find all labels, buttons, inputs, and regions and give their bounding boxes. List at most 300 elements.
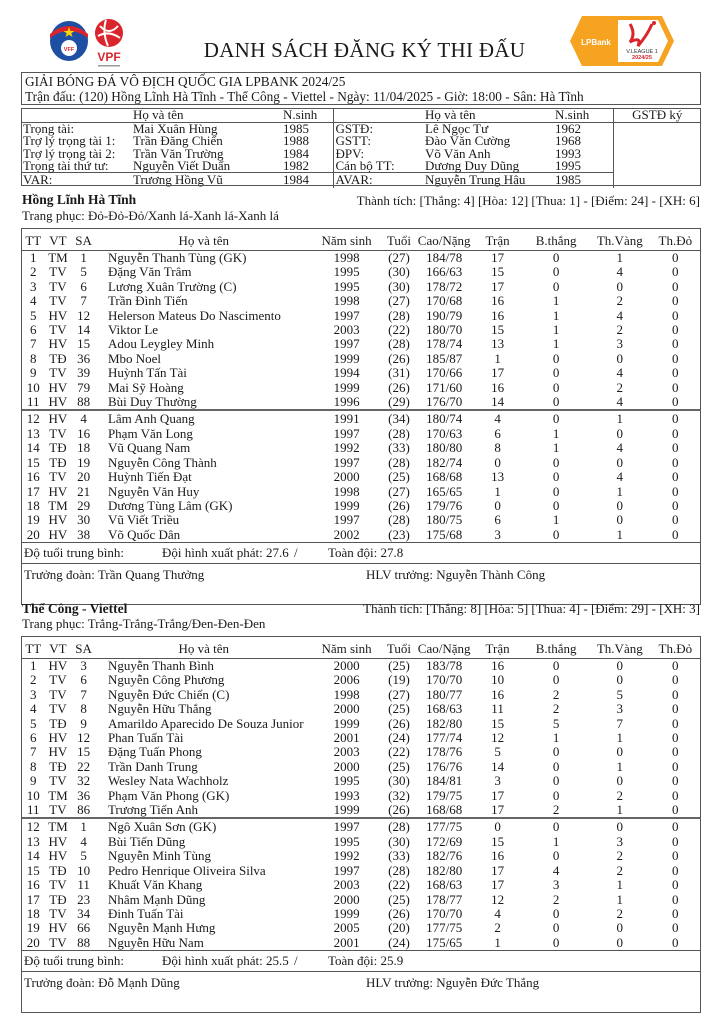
player-age: (30) [388,278,410,294]
player-position: TV [49,773,67,789]
player-goals: 0 [552,526,560,542]
player-age: (26) [388,379,410,395]
player-number: 36 [77,787,91,803]
player-name: Khuất Văn Khang [107,877,203,893]
table-row [22,381,700,395]
average-age-row [22,542,700,563]
player-goals: 0 [552,744,560,760]
player-matches: 1 [494,350,501,366]
player-height-weight: 179/76 [426,497,463,513]
official-birth: 1988 [283,133,309,149]
player-goals: 1 [552,322,560,338]
player-age: (26) [388,905,410,921]
player-age: (28) [388,307,410,323]
official-name: Trần Văn Trường [133,145,224,161]
player-position: TV [49,672,67,688]
player-tt: 7 [30,744,37,760]
official-name: Dương Duy Dũng [425,157,520,173]
player-birth-year: 1998 [333,483,360,499]
average-age-row [22,950,700,971]
player-yellow-cards: 1 [616,526,624,542]
player-position: HV [48,411,68,427]
col-height-weight: Cao/Nặng [416,229,471,251]
player-height-weight: 176/76 [426,758,463,774]
col-red: Th.Đỏ [651,637,700,659]
table-row [22,688,700,702]
player-yellow-cards: 2 [616,862,624,878]
player-yellow-cards: 2 [616,787,624,803]
player-name: Đặng Văn Trâm [107,264,192,280]
player-goals: 0 [552,905,560,921]
table-row [22,309,700,323]
player-position: TV [49,425,67,441]
player-matches: 12 [491,891,505,907]
player-matches: 17 [491,278,505,294]
player-number: 8 [80,701,87,717]
official-birth: 1982 [283,157,309,173]
player-age: (19) [388,672,410,688]
head-coach: HLV trưởng: Nguyễn Thành Công [366,567,546,583]
svg-text:V.LEAGUE 1: V.LEAGUE 1 [626,49,658,55]
player-matches: 17 [491,877,505,893]
table-row [22,893,700,907]
official-role: AVAR: [333,173,423,189]
player-birth-year: 1997 [333,336,360,352]
player-position: TV [49,686,67,702]
player-yellow-cards: 3 [616,701,624,717]
table-row [22,907,700,921]
player-red-cards: 0 [672,497,679,513]
player-yellow-cards: 0 [616,819,624,835]
table-row [22,499,700,513]
avg-age-label: Độ tuổi trung bình: [24,953,125,969]
match-details: Trận đấu: (120) Hồng Lĩnh Hà Tĩnh - Thể Công - Viettel - Ngày: 11/04/2025 - Giờ: 18:00 - Sân: Hà Tĩnh [25,89,584,104]
player-age: (26) [388,715,410,731]
head-coach: HLV trưởng: Nguyễn Đức Thắng [366,975,540,991]
player-position: HV [48,658,68,673]
player-birth-year: 2000 [333,658,360,673]
table-row [22,789,700,803]
player-position: HV [48,512,68,528]
player-number: 6 [80,672,87,688]
away-squad-table [21,636,701,1013]
player-name: Nguyễn Hữu Thắng [107,701,212,717]
player-tt: 13 [26,425,40,441]
player-birth-year: 2000 [333,469,360,485]
player-birth-year: 1997 [333,862,360,878]
player-tt: 14 [26,440,40,456]
player-yellow-cards: 0 [616,512,624,528]
official-birth: 1984 [283,145,309,161]
official-name: Lê Ngọc Tư [425,121,489,136]
table-row [22,921,700,935]
officials-header-sign: GSTĐ ký [613,108,701,123]
player-red-cards: 0 [672,264,679,280]
player-number: 30 [77,512,91,528]
table-header-row [22,637,700,659]
player-height-weight: 178/74 [426,336,463,352]
player-height-weight: 168/63 [426,701,463,717]
player-goals: 0 [552,497,560,513]
player-tt: 4 [30,701,37,717]
player-birth-year: 2006 [333,672,360,688]
player-red-cards: 0 [672,905,679,921]
player-yellow-cards: 1 [616,411,624,427]
player-red-cards: 0 [651,803,700,818]
player-number: 3 [80,658,87,673]
player-name: Phạm Văn Phong (GK) [107,787,230,803]
table-row [22,410,700,426]
player-height-weight: 166/63 [426,264,463,280]
player-number: 4 [80,833,87,849]
player-height-weight: 180/74 [426,411,463,427]
player-matches: 15 [491,715,505,731]
player-position: HV [48,526,68,542]
player-name: Dương Tùng Lâm (GK) [107,497,233,513]
official-name: Nguyễn Viết Duẩn [133,157,231,173]
player-matches: 13 [491,336,505,352]
avg-separator: / [294,545,298,561]
player-birth-year: 2001 [333,934,360,950]
player-height-weight: 170/68 [426,293,463,309]
player-height-weight: 177/75 [426,920,463,936]
player-age: (28) [388,425,410,441]
col-red: Th.Đỏ [651,229,700,251]
player-tt: 9 [30,773,37,789]
player-red-cards: 0 [672,469,679,485]
player-matches: 16 [491,686,505,702]
player-age: (33) [388,848,410,864]
team-manager: Trưởng đoàn: Đỗ Mạnh Dũng [24,975,180,991]
player-number: 11 [77,877,90,893]
player-tt: 10 [26,379,40,395]
player-number: 5 [80,848,87,864]
avg-age-starting: Đội hình xuất phát: 27.6 [162,545,289,561]
player-height-weight: 185/87 [426,350,463,366]
player-red-cards: 0 [672,787,679,803]
player-number: 38 [77,526,91,542]
player-red-cards: 0 [672,365,679,381]
player-age: (27) [388,250,410,265]
player-name: Huỳnh Tấn Tài [107,365,187,381]
player-goals: 2 [552,701,560,717]
player-height-weight: 179/75 [426,787,463,803]
player-age: (26) [382,803,417,818]
player-position: TĐ [49,758,67,774]
table-row [22,745,700,759]
player-tt: 11 [22,395,45,410]
player-number: 32 [77,773,91,789]
col-name: Họ và tên [96,637,312,659]
player-name: Nguyễn Thanh Bình [107,658,214,673]
player-number: 19 [77,454,91,470]
player-position: HV [48,744,68,760]
player-number: 1 [80,250,87,265]
player-height-weight: 176/70 [416,395,471,410]
player-red-cards: 0 [672,862,679,878]
table-row [22,513,700,527]
col-matches: Trận [472,637,523,659]
player-goals: 1 [552,425,560,441]
player-birth-year: 1997 [333,425,360,441]
player-goals: 0 [552,483,560,499]
player-goals: 4 [552,862,560,878]
player-number: 29 [77,497,91,513]
official-birth: 1993 [555,145,581,161]
player-yellow-cards: 2 [616,379,624,395]
player-yellow-cards: 3 [616,833,624,849]
player-position: TV [49,293,67,309]
player-goals: 0 [552,365,560,381]
player-tt: 13 [26,833,40,849]
table-row [22,878,700,892]
official-role: Trọng tài: [23,121,75,136]
player-matches: 3 [494,773,501,789]
player-height-weight: 178/72 [426,278,463,294]
player-matches: 17 [472,803,523,818]
player-yellow-cards: 7 [616,715,624,731]
player-birth-year: 1997 [333,512,360,528]
player-red-cards: 0 [672,440,679,456]
player-number: 16 [77,425,91,441]
player-red-cards: 0 [672,934,679,950]
player-age: (28) [388,512,410,528]
player-matches: 0 [494,497,501,513]
player-height-weight: 184/78 [426,250,463,265]
team-record-away: Thành tích: [Thắng: 8] [Hòa: 5] [Thua: 4] - [Điểm: 29] - [XH: 3] [363,601,700,616]
player-red-cards: 0 [672,701,679,717]
player-number: 18 [77,440,91,456]
table-row [22,864,700,878]
player-matches: 4 [494,411,501,427]
player-height-weight: 172/69 [426,833,463,849]
player-position: HV [45,395,72,410]
player-age: (27) [388,293,410,309]
player-age: (26) [388,350,410,366]
player-position: HV [48,848,68,864]
player-age: (25) [388,469,410,485]
player-height-weight: 168/68 [426,469,463,485]
player-height-weight: 180/75 [426,512,463,528]
player-height-weight: 177/75 [426,819,463,835]
table-row [22,395,700,410]
player-red-cards: 0 [672,773,679,789]
player-red-cards: 0 [672,672,679,688]
player-red-cards: 0 [672,744,679,760]
col-age: Tuổi [382,637,417,659]
player-tt: 19 [26,920,40,936]
player-number: 7 [80,293,87,309]
player-goals: 0 [552,920,560,936]
player-matches: 16 [491,293,505,309]
team-manager: Trưởng đoàn: Trần Quang Thưởng [24,567,205,583]
player-matches: 16 [491,848,505,864]
player-matches: 0 [494,454,501,470]
player-tt: 18 [26,905,40,921]
player-name: Adou Leygley Minh [107,336,215,352]
official-row [21,173,701,189]
player-yellow-cards: 2 [616,322,624,338]
official-birth: 1968 [555,133,581,149]
table-row [22,803,700,818]
col-goals: B.thắng [523,229,589,251]
table-row [22,673,700,687]
player-height-weight: 183/78 [426,658,463,673]
player-goals: 1 [552,512,560,528]
player-name: Nhâm Mạnh Dũng [107,891,206,907]
player-matches: 8 [494,440,501,456]
player-height-weight: 180/80 [426,440,463,456]
player-birth-year: 1996 [312,395,382,410]
player-tt: 16 [26,877,40,893]
player-yellow-cards: 2 [616,293,624,309]
player-yellow-cards: 0 [616,920,624,936]
player-name: Mbo Noel [107,350,162,366]
player-yellow-cards: 1 [616,250,624,265]
player-birth-year: 1995 [333,833,360,849]
table-row [22,731,700,745]
officials-table [21,108,701,188]
player-birth-year: 1992 [333,848,360,864]
player-goals: 0 [552,350,560,366]
player-tt: 17 [26,483,40,499]
player-yellow-cards: 4 [616,307,624,323]
officials-header-name: Họ và tên [423,108,553,123]
player-number: 22 [77,758,91,774]
player-red-cards: 0 [672,526,679,542]
table-row [22,352,700,366]
player-name: Pedro Henrique Oliveira Silva [107,862,266,878]
player-tt: 19 [26,512,40,528]
competition-name: GIẢI BÓNG ĐÁ VÔ ĐỊCH QUỐC GIA LPBANK 2024/25 [25,74,346,89]
player-birth-year: 1991 [333,411,360,427]
player-birth-year: 1999 [333,497,360,513]
player-birth-year: 1999 [333,379,360,395]
player-goals: 0 [552,848,560,864]
player-number: 88 [71,395,96,410]
official-role: GSTĐ: [333,123,423,136]
player-tt: 2 [30,672,37,688]
col-birth: Năm sinh [312,229,382,251]
avg-age-squad: Toàn đội: 25.9 [328,953,404,969]
player-name: Vũ Quang Nam [107,440,191,456]
official-role: VAR: [21,173,131,189]
table-header-row [22,229,700,251]
signature-cell [613,123,701,189]
player-number: 66 [77,920,91,936]
player-position: HV [48,483,68,499]
player-age: (27) [388,686,410,702]
player-matches: 6 [494,425,501,441]
player-goals: 0 [552,819,560,835]
player-position: TM [48,787,68,803]
player-matches: 17 [491,787,505,803]
player-position: TV [49,278,67,294]
col-age: Tuổi [382,229,417,251]
player-age: (22) [388,322,410,338]
player-tt: 4 [30,293,37,309]
official-row [21,160,701,173]
official-role: GSTT: [333,135,423,147]
player-matches: 16 [491,307,505,323]
table-row [22,337,700,351]
player-yellow-cards: 4 [616,440,624,456]
staff-row [22,971,700,1012]
table-row [22,528,700,542]
officials-header-birth: N.sinh [553,108,613,123]
player-tt: 2 [30,264,37,280]
player-tt: 20 [26,526,40,542]
player-birth-year: 1995 [333,773,360,789]
player-yellow-cards: 0 [616,425,624,441]
player-position: TV [49,905,67,921]
player-matches: 5 [494,744,501,760]
player-yellow-cards: 1 [616,891,624,907]
player-yellow-cards: 0 [616,658,624,673]
player-goals: 0 [552,278,560,294]
player-position: HV [48,920,68,936]
player-matches: 16 [491,379,505,395]
player-age: (27) [388,483,410,499]
player-red-cards: 0 [672,307,679,323]
player-yellow-cards: 0 [616,278,624,294]
player-height-weight: 178/76 [426,744,463,760]
player-number: 39 [77,365,91,381]
player-position: TV [49,469,67,485]
player-age: (25) [388,758,410,774]
team-record-home: Thành tích: [Thắng: 4] [Hòa: 12] [Thua: 1] - [Điểm: 24] - [XH: 6] [356,193,700,208]
player-name: Trương Tiến Anh [96,803,312,818]
player-yellow-cards: 2 [616,905,624,921]
player-number: 34 [77,905,91,921]
player-birth-year: 1998 [333,293,360,309]
official-role: Cán bộ TT: [333,160,423,173]
player-tt: 18 [26,497,40,513]
player-name: Võ Quốc Dân [107,526,181,542]
player-name: Huỳnh Tiến Đạt [107,469,192,485]
table-row [22,251,700,266]
player-height-weight: 165/65 [426,483,463,499]
player-height-weight: 170/63 [426,425,463,441]
player-tt: 16 [26,469,40,485]
player-birth-year: 2003 [333,322,360,338]
player-matches: 14 [472,395,523,410]
player-tt: 6 [30,730,37,746]
player-position: HV [48,379,68,395]
player-age: (30) [388,833,410,849]
player-number: 23 [77,891,91,907]
player-position: TV [49,365,67,381]
svg-text:LPBank: LPBank [581,38,611,47]
table-row [22,717,700,731]
player-red-cards: 0 [672,730,679,746]
player-birth-year: 1995 [333,264,360,280]
avg-age-squad: Toàn đội: 27.8 [328,545,404,561]
player-goals: 5 [552,715,560,731]
player-birth-year: 2000 [333,758,360,774]
col-vt: VT [45,637,72,659]
player-matches: 14 [491,758,505,774]
player-height-weight: 178/77 [426,891,463,907]
player-goals: 0 [552,379,560,395]
table-row [22,702,700,716]
player-tt: 5 [30,715,37,731]
player-position: TV [45,803,72,818]
player-age: (30) [388,264,410,280]
player-goals: 2 [552,686,560,702]
player-height-weight: 175/68 [426,526,463,542]
player-age: (22) [388,744,410,760]
